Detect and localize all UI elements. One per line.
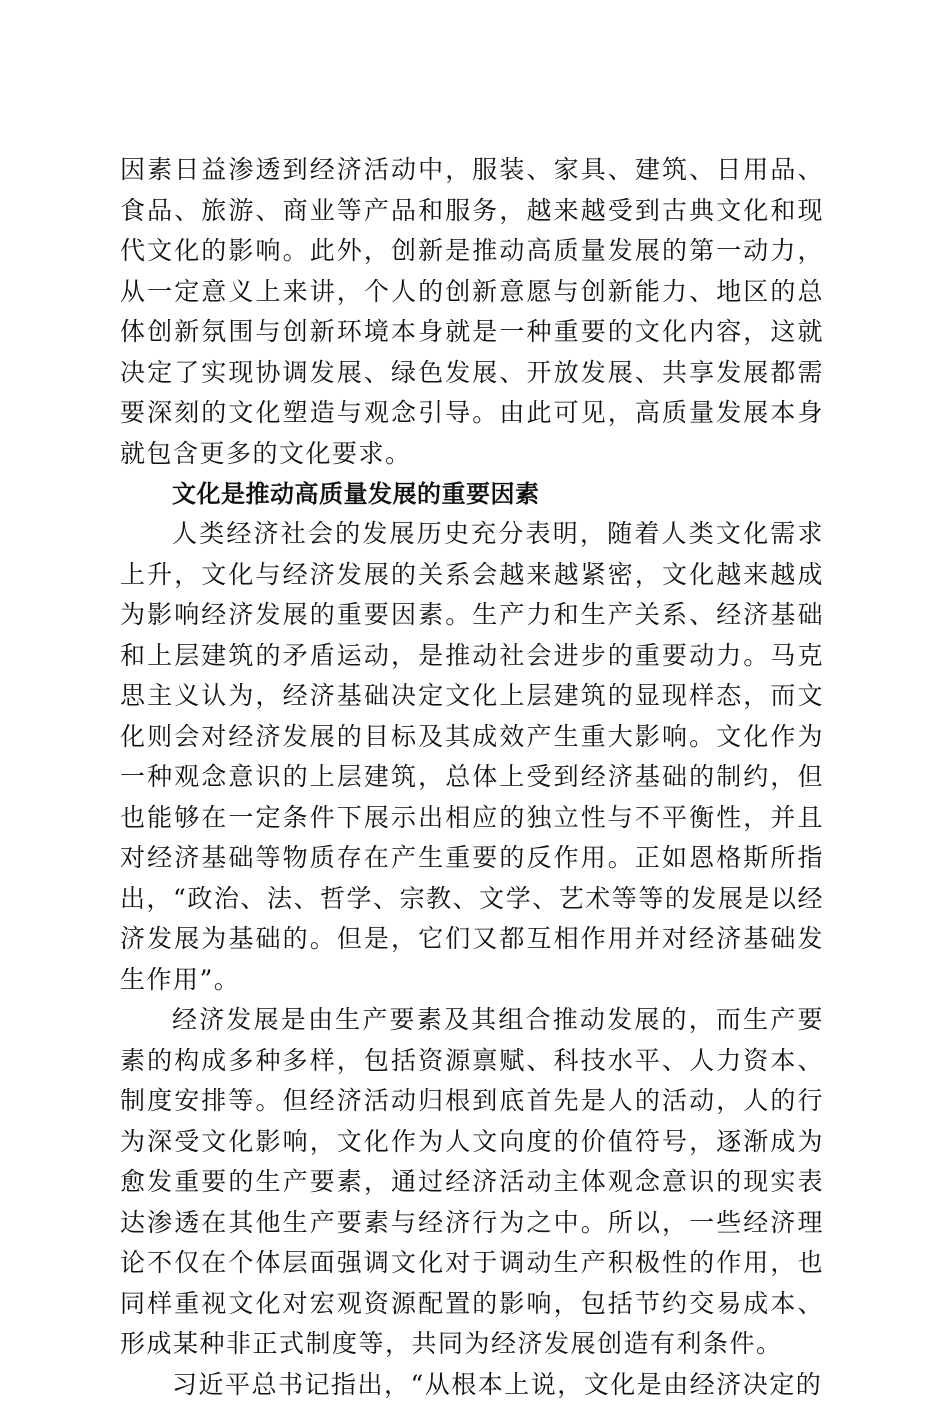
paragraph-history: 人类经济社会的发展历史充分表明，随着人类文化需求上升，文化与经济发展的关系会越来越紧密，文化越来越成为影响经济发展的重要因素。生产力和生产关系、经济基础和上层建筑的矛盾运动，是推动社会进步的重要动力。马克思主义认为，经济基础决定文化上层建筑的显现样态，而文化则会对经济发展的目标及其成效产生重大影响。文化作为一种观念意识的上层建筑，总体上受到经济基础的制约，但也能够在一定条件下展示出相应的独立性与不平衡性，并且对经济基础等物质存在产生重要的反作用。正如恩格斯所指出，“政治、法、哲学、宗教、文学、艺术等等的发展是以经济发展为基础的。但是，它们又都互相作用并对经济基础发生作用”。: [120, 514, 824, 1000]
paragraph-quote-start: 习近平总书记指出，“从根本上说，文化是由经济决定的: [120, 1365, 824, 1405]
paragraph-continuation: 因素日益渗透到经济活动中，服装、家具、建筑、日用品、食品、旅游、商业等产品和服务，越来越受到古典文化和现代文化的影响。此外，创新是推动高质量发展的第一动力，从一定意义上来讲，个人的创新意愿与创新能力、地区的总体创新氛围与创新环境本身就是一种重要的文化内容，这就决定了实现协调发展、绿色发展、开放发展、共享发展都需要深刻的文化塑造与观念引导。由此可见，高质量发展本身就包含更多的文化要求。: [120, 150, 824, 474]
document-page: [120, 150, 824, 1405]
paragraph-production-factors: 经济发展是由生产要素及其组合推动发展的，而生产要素的构成多种多样，包括资源禀赋、科技水平、人力资本、制度安排等。但经济活动归根到底首先是人的活动，人的行为深受文化影响，文化作为人文向度的价值符号，逐渐成为愈发重要的生产要素，通过经济活动主体观念意识的现实表达渗透在其他生产要素与经济行为之中。所以，一些经济理论不仅在个体层面强调文化对于调动生产积极性的作用，也同样重视文化对宏观资源配置的影响，包括节约交易成本、形成某种非正式制度等，共同为经济发展创造有利条件。: [120, 1000, 824, 1365]
section-heading: 文化是推动高质量发展的重要因素: [120, 474, 824, 514]
